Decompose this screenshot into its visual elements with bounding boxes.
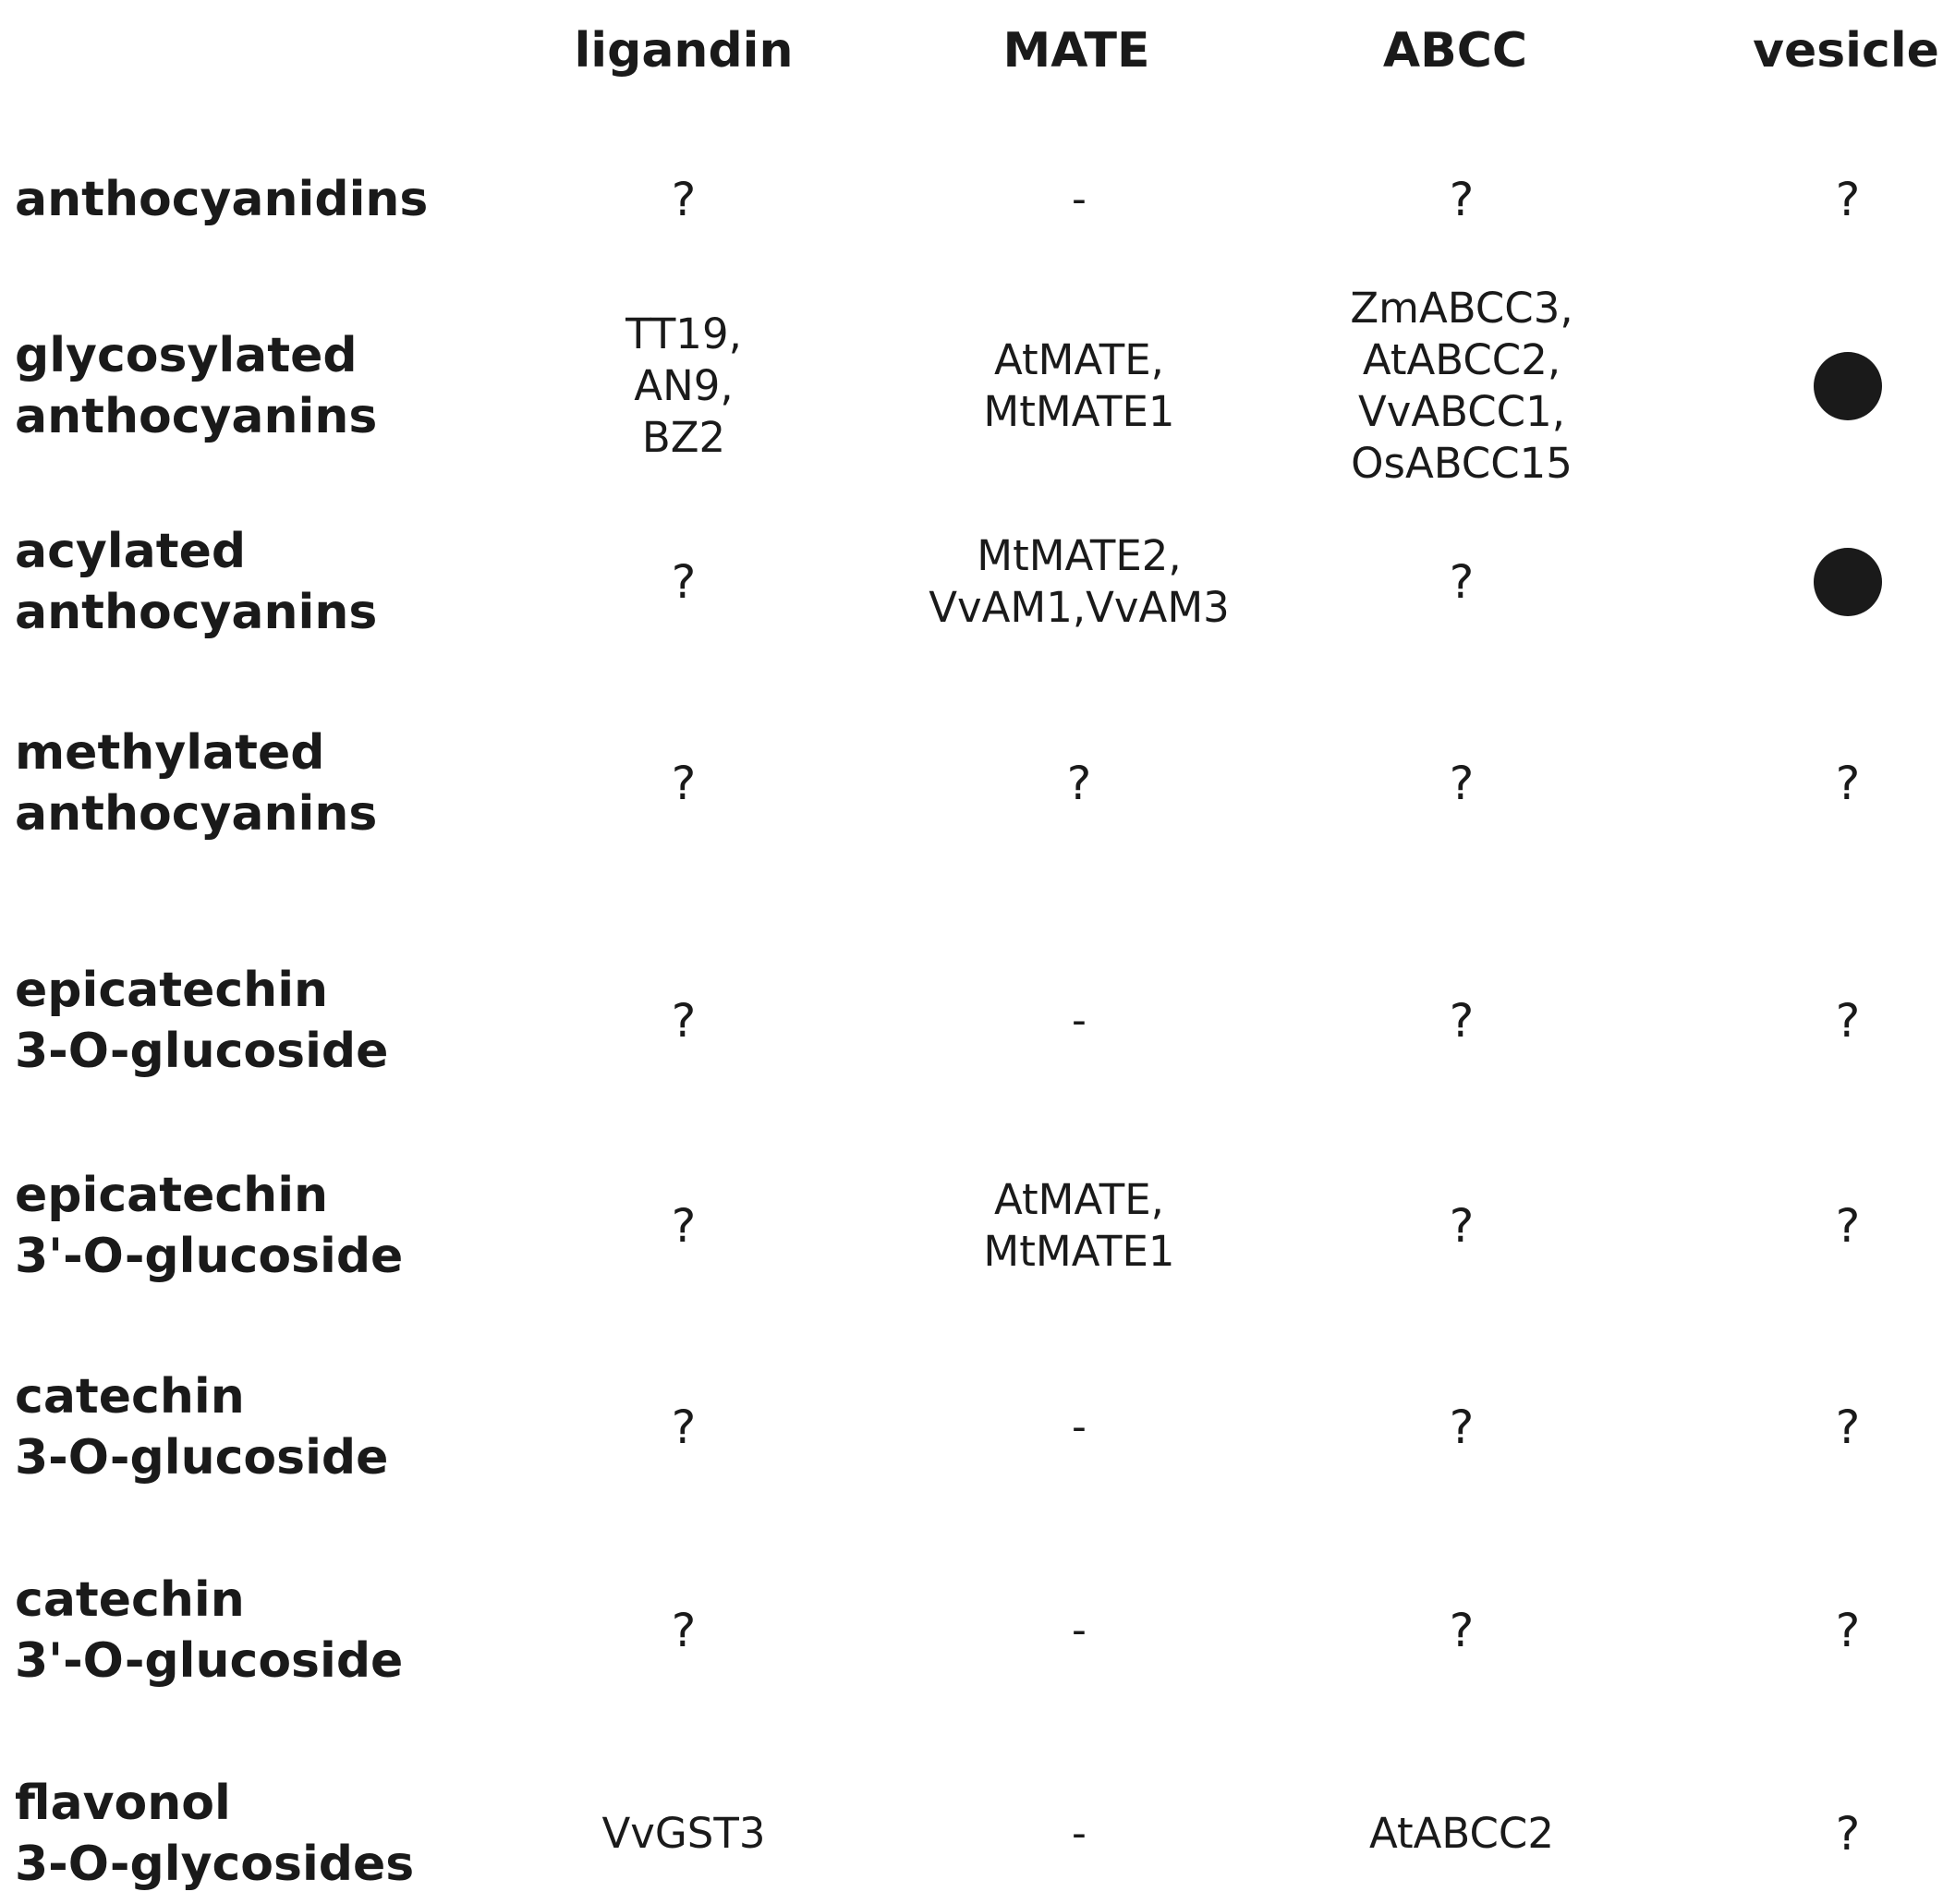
cell-mate: -: [1072, 176, 1087, 223]
row-label: catechin 3-O-glucoside: [15, 1369, 389, 1486]
cell-vesicle: ?: [1835, 994, 1861, 1048]
cell-ligandin: ?: [671, 994, 697, 1048]
cell-ligandin: ?: [671, 1199, 697, 1253]
row-label: anthocyanidins: [15, 172, 429, 227]
row-label: acylated anthocyanins: [15, 524, 378, 640]
cell-vesicle: ?: [1835, 1401, 1861, 1454]
cell-vesicle: ?: [1835, 757, 1861, 810]
cell-mate: -: [1072, 1403, 1087, 1450]
cell-mate: AtMATE, MtMATE1: [983, 335, 1175, 436]
cell-mate: AtMATE, MtMATE1: [983, 1175, 1175, 1276]
vesicle-dot-icon: [1814, 548, 1882, 616]
cell-vesicle: ?: [1835, 1807, 1861, 1861]
cell-abcc: ?: [1449, 1401, 1475, 1454]
row-label: epicatechin 3-O-glucoside: [15, 963, 389, 1079]
cell-mate: ?: [1066, 757, 1092, 810]
cell-mate: MtMATE2, VvAM1,VvAM3: [929, 531, 1230, 632]
cell-abcc: ?: [1449, 1604, 1475, 1657]
column-header-vesicle: vesicle: [1753, 23, 1939, 79]
cell-mate: -: [1072, 1810, 1087, 1857]
cell-mate: -: [1072, 997, 1087, 1044]
cell-abcc: ZmABCC3, AtABCC2, VvABCC1, OsABCC15: [1350, 284, 1573, 488]
cell-ligandin: ?: [671, 757, 697, 810]
column-header-mate: MATE: [1002, 23, 1150, 79]
cell-abcc: ?: [1449, 555, 1475, 609]
cell-abcc: ?: [1449, 173, 1475, 226]
cell-abcc: ?: [1449, 757, 1475, 810]
row-label: glycosylated anthocyanins: [15, 328, 378, 444]
cell-mate: -: [1072, 1607, 1087, 1654]
vesicle-dot-icon: [1814, 352, 1882, 420]
cell-ligandin: ?: [671, 1401, 697, 1454]
cell-abcc: ?: [1449, 994, 1475, 1048]
cell-ligandin: ?: [671, 555, 697, 609]
row-label: catechin 3'-O-glucoside: [15, 1572, 404, 1689]
row-label: flavonol 3-O-glycosides: [15, 1776, 415, 1892]
row-label: epicatechin 3'-O-glucoside: [15, 1168, 404, 1284]
cell-abcc: AtABCC2: [1369, 1809, 1554, 1858]
cell-vesicle: ?: [1835, 1199, 1861, 1253]
cell-ligandin: TT19, AN9, BZ2: [625, 309, 742, 462]
cell-abcc: ?: [1449, 1199, 1475, 1253]
cell-vesicle: ?: [1835, 173, 1861, 226]
cell-ligandin: ?: [671, 173, 697, 226]
column-header-ligandin: ligandin: [574, 23, 794, 79]
row-label: methylated anthocyanins: [15, 725, 378, 842]
column-header-abcc: ABCC: [1382, 23, 1528, 79]
cell-ligandin: ?: [671, 1604, 697, 1657]
cell-vesicle: ?: [1835, 1604, 1861, 1657]
cell-ligandin: VvGST3: [601, 1809, 766, 1858]
